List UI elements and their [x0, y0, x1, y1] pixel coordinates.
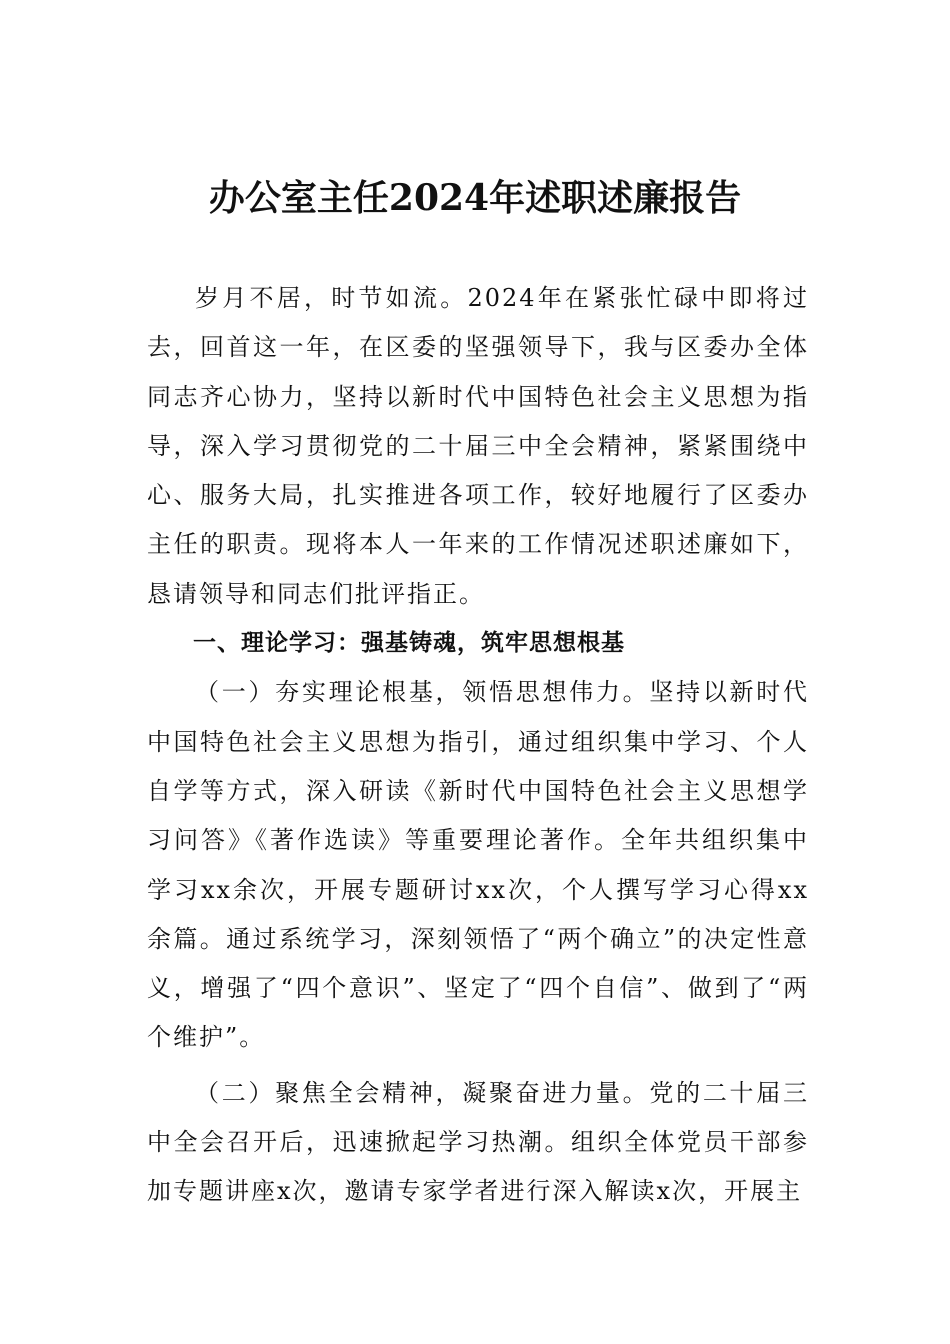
body-paragraph-2: （二）聚焦全会精神，凝聚奋进力量。党的二十届三中全会召开后，迅速掀起学习热潮。组织全体党员干部参加专题讲座x次，邀请专家学者进行深入解读x次，开展主 [147, 1078, 809, 1206]
document-body [147, 274, 809, 1217]
document-title: 办公室主任2024年述职述廉报告 [208, 177, 742, 219]
intro-paragraph: 岁月不居，时节如流。2024年在紧张忙碌中即将过去，回首这一年，在区委的坚强领导下，我与区委办全体同志齐心协力，坚持以新时代中国特色社会主义思想为指导，深入学习贯彻党的二十届三中全会精神，紧紧围绕中心、服务大局，扎实推进各项工作，较好地履行了区委办主任的职责。现将本人一年来的工作情况述职述廉如下，恳请领导和同志们批评指正。 [147, 284, 809, 608]
body-paragraph-1: （一）夯实理论根基，领悟思想伟力。坚持以新时代中国特色社会主义思想为指引，通过组织集中学习、个人自学等方式，深入研读《新时代中国特色社会主义思想学习问答》《著作选读》等重要理论著作。全年共组织集中学习xx余次，开展专题研讨xx次，个人撰写学习心得xx余篇。通过系统学习，深刻领悟了“两个确立”的决定性意义，增强了“四个意识”、坚定了“四个自信”、做到了“两个维护”。 [147, 678, 809, 1052]
section-heading-1: 一、理论学习：强基铸魂，筑牢思想根基 [193, 630, 625, 657]
